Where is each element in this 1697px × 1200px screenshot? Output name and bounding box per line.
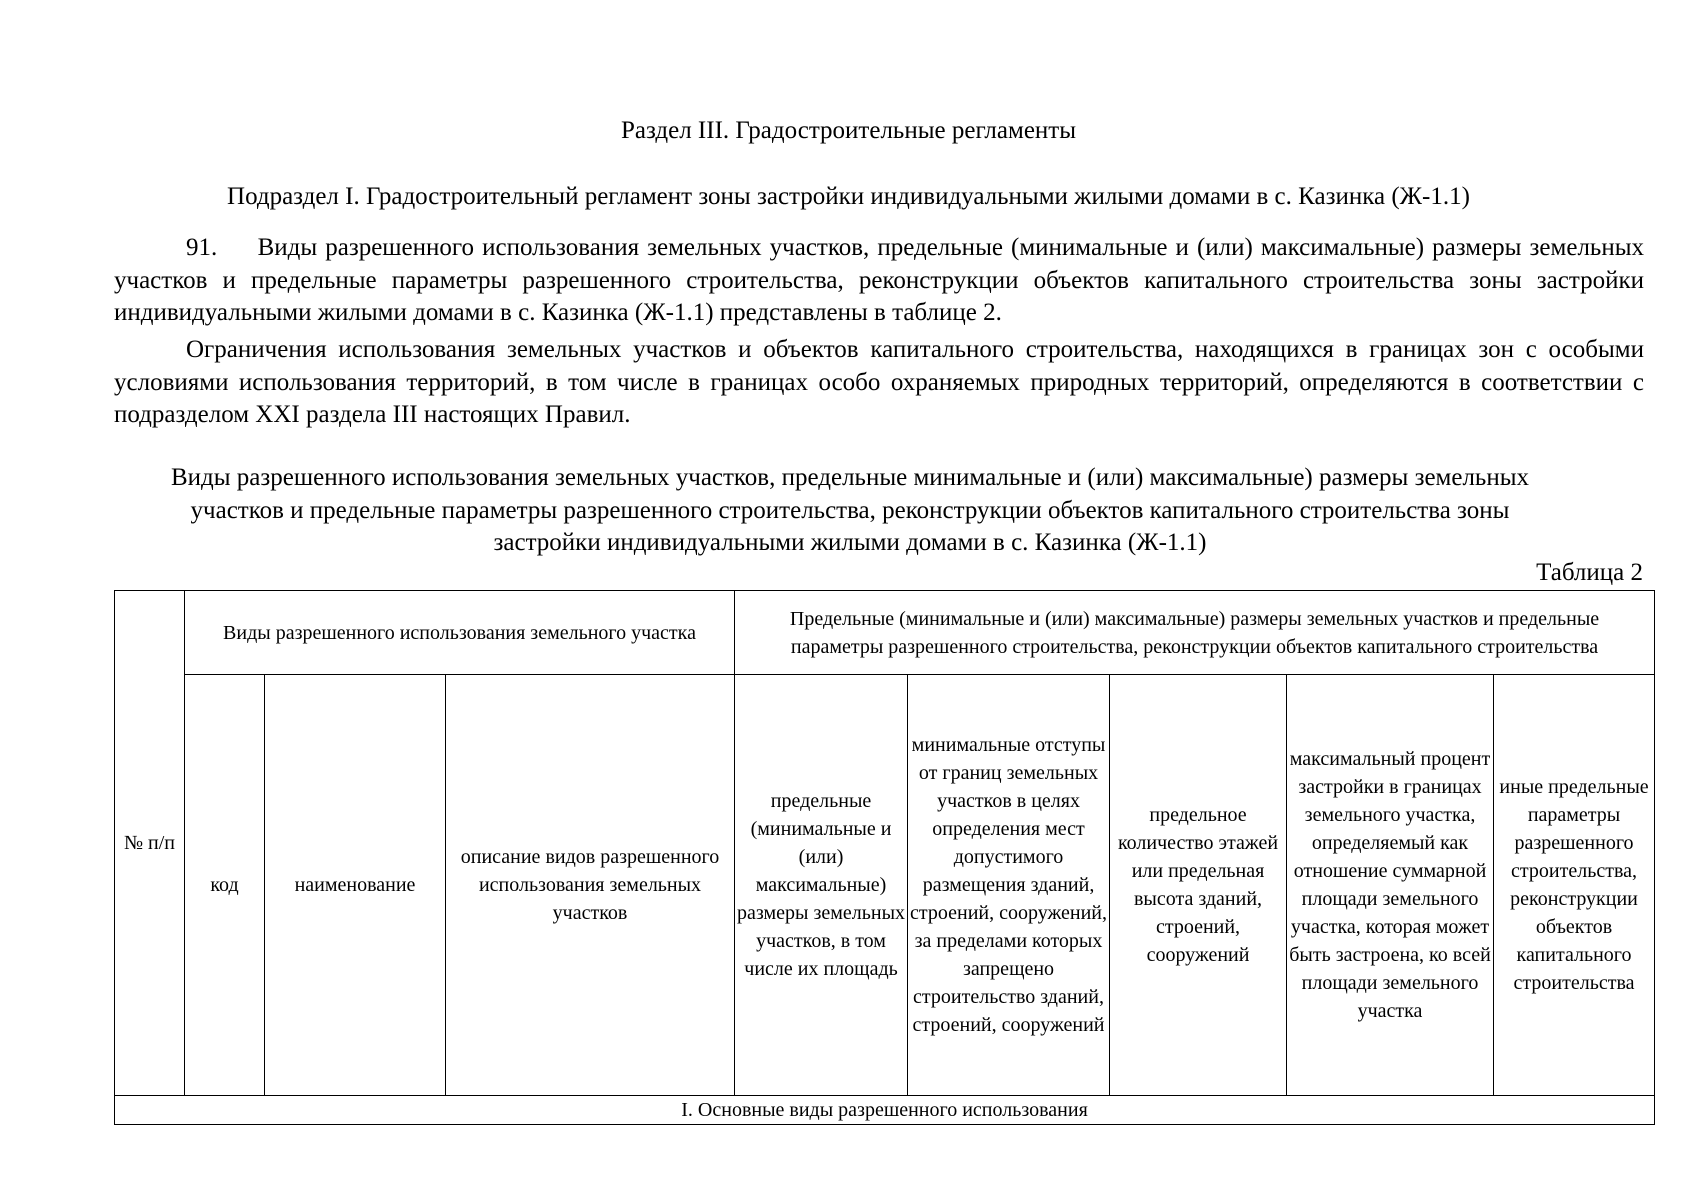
section-title: Раздел III. Градостроительные регламенты xyxy=(620,117,1077,144)
table-header-row xyxy=(115,591,1655,675)
header-description: описание видов разрешенного использования земельных участков xyxy=(446,675,735,1096)
header-floors: предельное количество этажей или предельная высота зданий, строений, сооружений xyxy=(1110,675,1287,1096)
header-name: наименование xyxy=(265,675,446,1096)
header-group-types: Виды разрешенного использования земельного участка xyxy=(185,591,735,675)
header-number: № п/п xyxy=(115,591,185,1096)
table-number: Таблица 2 xyxy=(1536,559,1643,586)
table-subheader-row xyxy=(115,675,1655,1096)
regulations-table xyxy=(114,590,1655,1125)
header-code: код xyxy=(185,675,265,1096)
section-main-uses: I. Основные виды разрешенного использования xyxy=(115,1096,1655,1125)
table-caption: Виды разрешенного использования земельных участков, предельные минимальные и (или) максимальные) размеры земельных участков и предельные параметры разрешенного строительства, реконструкции объектов капитального строительства зоны застройки индивидуальными жилыми домами в с. Казинка (Ж-1.1) xyxy=(170,464,1530,556)
paragraph-restrictions: Ограничения использования земельных участков и объектов капитального строительства, находящихся в границах зон с особыми условиями использования территорий, в том числе в границах особо охраняемых природных территорий, определяются в соответствии с подразделом XXI раздела III настоящих Правил. xyxy=(114,336,1644,428)
table-section-row xyxy=(115,1096,1655,1125)
header-group-limits: Предельные (минимальные и (или) максимальные) размеры земельных участков и предельные параметры разрешенного строительства, реконструкции объектов капитального строительства xyxy=(735,591,1655,675)
header-other: иные предельные параметры разрешенного строительства, реконструкции объектов капитального строительства xyxy=(1494,675,1655,1096)
header-setbacks: минимальные отступы от границ земельных участков в целях определения мест допустимого размещения зданий, строений, сооружений, за пределами которых запрещено строительство зданий, строений, сооружений xyxy=(908,675,1110,1096)
paragraph-91: 91. Виды разрешенного использования земельных участков, предельные (минимальные и (или) максимальные) размеры земельных участков и предельные параметры разрешенного строительства, реконструкции объектов капитального строительства зоны застройки индивидуальными жилыми домами в с. Казинка (Ж-1.1) представлены в таблице 2. xyxy=(114,234,1644,326)
subsection-title: Подраздел I. Градостроительный регламент зоны застройки индивидуальными жилыми домами в с. Казинка (Ж-1.1) xyxy=(227,183,1470,210)
header-plot-size: предельные (минимальные и (или) максимальные) размеры земельных участков, в том числе их площадь xyxy=(735,675,908,1096)
header-coverage: максимальный процент застройки в границах земельного участка, определяемый как отношение суммарной площади земельного участка, которая может быть застроена, ко всей площади земельного участка xyxy=(1287,675,1494,1096)
